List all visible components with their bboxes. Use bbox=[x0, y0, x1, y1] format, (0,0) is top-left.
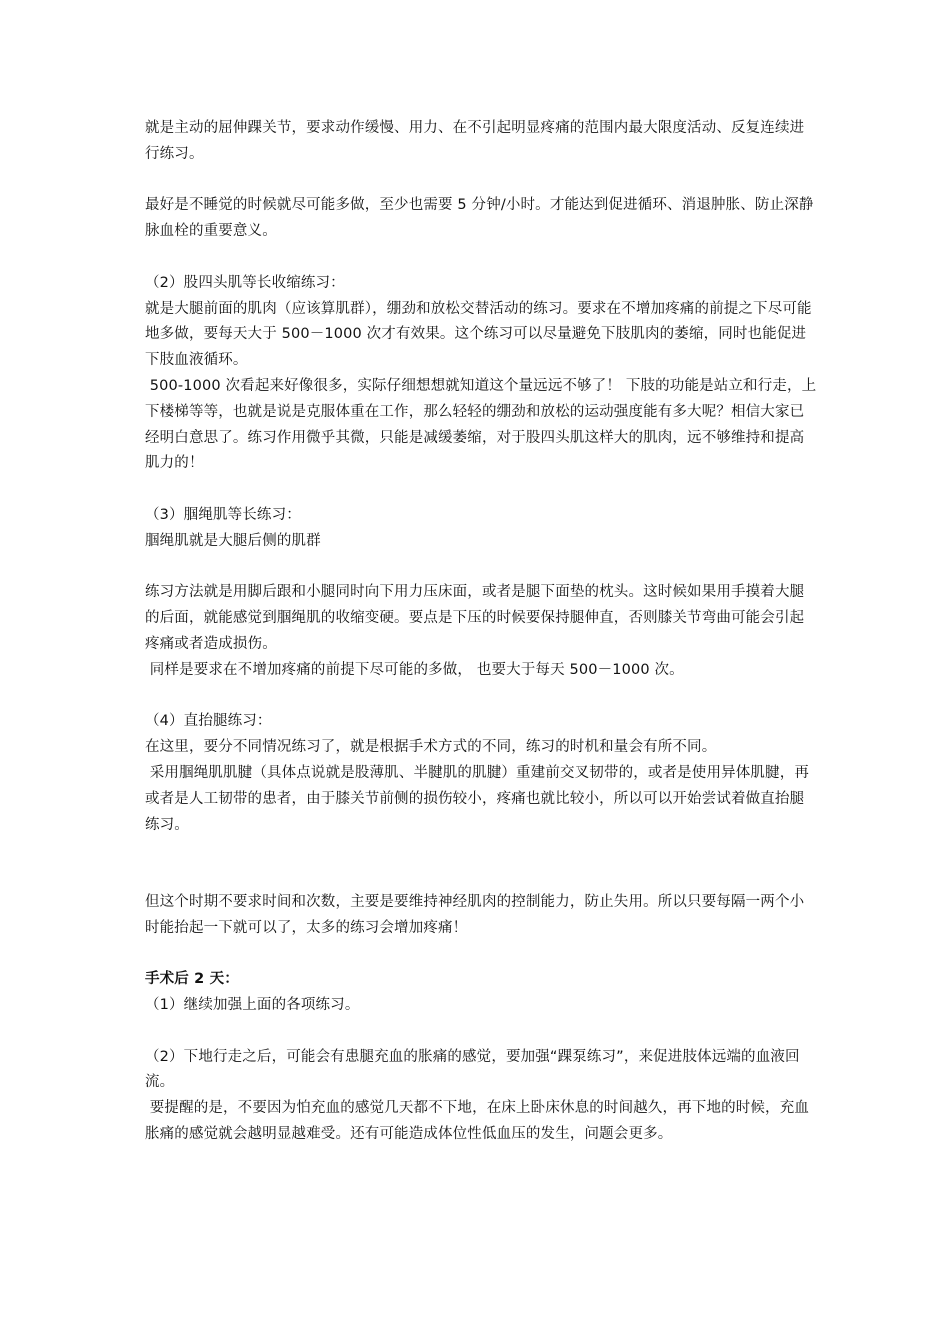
spacer bbox=[145, 942, 817, 968]
document-page bbox=[145, 116, 817, 1148]
paragraph-continue-exercises: （1）继续加强上面的各项练习。 bbox=[145, 997, 360, 1014]
spacer bbox=[145, 838, 817, 890]
spacer bbox=[145, 245, 817, 271]
paragraph-straight-leg-raise-detail: 采用腘绳肌肌腱（具体点说就是股薄肌、半腱肌的肌腱）重建前交叉韧带的，或者是使用异体肌腱，再或者是人工韧带的患者，由于膝关节前侧的损伤较小，疼痛也就比较小，所以可以开始尝试着做直抬腿练习。 bbox=[145, 764, 810, 833]
paragraph-ankle-pump-frequency: 最好是不睡觉的时候就尽可能多做，至少也需要 5 分钟/小时。才能达到促进循环、消退肿胀、防止深静脉血栓的重要意义。 bbox=[145, 197, 814, 240]
paragraph-hamstring-frequency: 同样是要求在不增加疼痛的前提下尽可能的多做， 也要大于每天 500－1000 次。 bbox=[145, 661, 684, 678]
paragraph-straight-leg-raise-note: 但这个时期不要求时间和次数，主要是要维持神经肌肉的控制能力，防止失用。所以只要每隔一两个小时能抬起一下就可以了，太多的练习会增加疼痛！ bbox=[145, 893, 805, 936]
spacer bbox=[145, 1019, 817, 1045]
paragraph-reminder: 要提醒的是，不要因为怕充血的感觉几天都不下地，在床上卧床休息的时间越久，再下地的时候，充血胀痛的感觉就会越明显越难受。还有可能造成体位性低血压的发生，问题会更多。 bbox=[145, 1100, 810, 1143]
paragraph-hamstring-definition: 腘绳肌就是大腿后侧的肌群 bbox=[145, 532, 321, 549]
spacer bbox=[145, 555, 817, 581]
heading-hamstring-exercise: （3）腘绳肌等长练习： bbox=[145, 506, 301, 523]
paragraph-hamstring-method: 练习方法就是用脚后跟和小腿同时向下用力压床面，或者是腿下面垫的枕头。这时候如果用手摸着大腿的后面，就能感觉到腘绳肌的收缩变硬。要点是下压的时候要保持腿伸直，否则膝关节弯曲可能会引起疼痛或者造成损伤。 bbox=[145, 584, 805, 652]
spacer bbox=[145, 168, 817, 194]
spacer bbox=[145, 477, 817, 503]
spacer bbox=[145, 684, 817, 710]
heading-quadriceps-exercise: （2）股四头肌等长收缩练习： bbox=[145, 274, 345, 291]
paragraph-quadriceps-note: 500-1000 次看起来好像很多，实际仔细想想就知道这个量远远不够了！ 下肢的功能是站立和行走，上下楼梯等等，也就是说是克服体重在工作，那么轻轻的绷劲和放松的运动强度能有多大呢？相信大家已经明白意思了。练习作用微乎其微，只能是减缓萎缩，对于股四头肌这样大的肌肉，远不够维持和提高肌力的！ bbox=[145, 377, 817, 472]
paragraph-walking-note: （2）下地行走之后，可能会有患腿充血的胀痛的感觉，要加强“踝泵练习”，来促进肢体远端的血液回流。 bbox=[145, 1048, 800, 1091]
heading-post-op-day-2: 手术后 2 天： bbox=[145, 971, 239, 988]
paragraph-straight-leg-raise-intro: 在这里，要分不同情况练习了，就是根据手术方式的不同，练习的时机和量会有所不同。 bbox=[145, 739, 717, 756]
paragraph-quadriceps-description: 就是大腿前面的肌肉（应该算肌群），绷劲和放松交替活动的练习。要求在不增加疼痛的前提之下尽可能地多做，要每天大于 500－1000 次才有效果。这个练习可以尽量避免下肢肌肉的萎缩，同时也能促进下肢血液循环。 bbox=[145, 300, 812, 369]
paragraph-ankle-pump-description: 就是主动的屈伸踝关节，要求动作缓慢、用力、在不引起明显疼痛的范围内最大限度活动、反复连续进行练习。 bbox=[145, 120, 805, 162]
heading-straight-leg-raise: （4）直抬腿练习： bbox=[145, 713, 272, 730]
